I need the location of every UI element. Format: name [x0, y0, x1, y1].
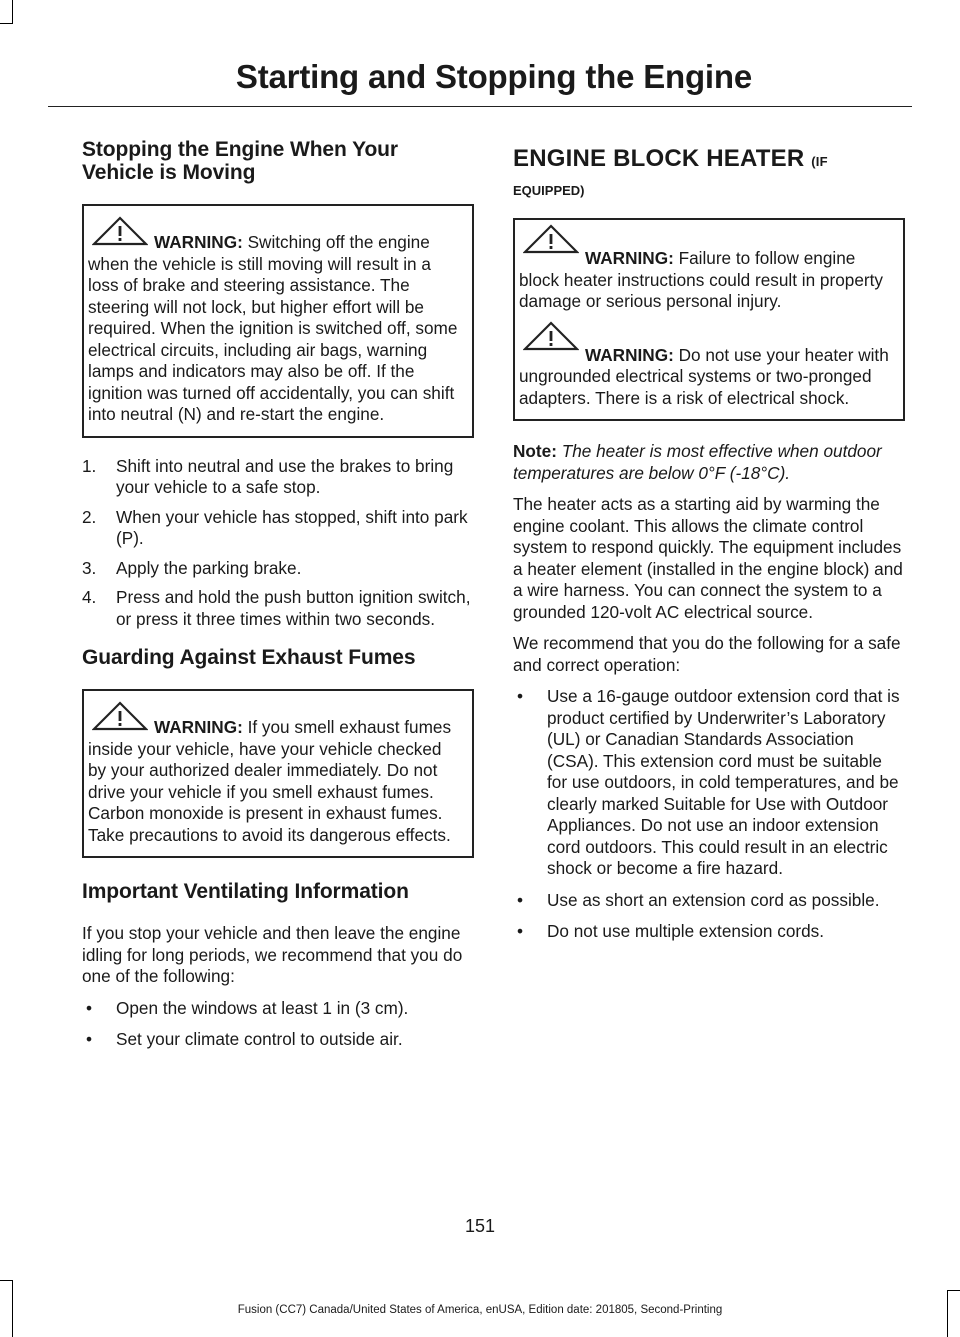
if-equipped-tag: EQUIPPED)	[513, 183, 585, 198]
warning-label: WARNING:	[154, 717, 243, 737]
right-column	[513, 138, 905, 953]
section-title-ventilating: Important Ventilating Information	[82, 880, 409, 903]
warning-item	[519, 224, 895, 313]
edition-line: Fusion (CC7) Canada/United States of America, enUSA, Edition date: 201805, Second-Printing	[237, 1304, 723, 1316]
page-header-title: Starting and Stopping the Engine	[235, 58, 752, 95]
section-title-stopping: Stopping the Engine When Your Vehicle is Moving	[82, 138, 398, 184]
header-divider	[48, 106, 912, 107]
ventilating-bullets	[82, 998, 474, 1051]
list-item: 1. Shift into neutral and use the brakes to bring your vehicle to a safe stop.	[82, 455, 454, 497]
if-equipped-tag: (IF	[811, 154, 828, 169]
warning-triangle-icon	[92, 216, 148, 246]
list-item: • Do not use multiple extension cords.	[517, 921, 825, 941]
list-item: 3. Apply the parking brake.	[82, 557, 302, 578]
left-column	[82, 138, 474, 1061]
warning-box-exhaust	[82, 689, 474, 858]
list-item: • Set your climate control to outside air.	[86, 1029, 403, 1049]
steps-list	[82, 456, 474, 631]
page-number: 151	[464, 1216, 496, 1236]
ventilating-body: If you stop your vehicle and then leave the engine idling for long periods, we recommend that you do one of the following:	[82, 923, 463, 986]
warning-label: WARNING:	[585, 344, 674, 365]
warning-text: Do not use your heater with ungrounded electrical systems or two-pronged adapters. There is a risk of electrical shock.	[519, 344, 889, 408]
list-item: 2. When your vehicle has stopped, shift into park (P).	[82, 506, 468, 548]
section-title-exhaust: Guarding Against Exhaust Fumes	[82, 646, 416, 669]
note: Note: The heater is most effective when outdoor temperatures are below 0°F (-18°C).	[513, 441, 882, 483]
warning-label: WARNING:	[154, 232, 243, 252]
list-item: • Use a 16-gauge outdoor extension cord that is product certified by Underwriter’s Laboratory (UL) or Canadian Standards Association (CSA). This extension cord must be suitable for use outdoors, in cold temperatures, and be clearly marked Suitable for Use with Outdoor Appliances. Do not use an indoor extension cord outdoors. This could result in an electric shock or become a fire hazard.	[517, 686, 900, 878]
warning-text: If you smell exhaust fumes inside your vehicle, have your vehicle checked by your authorized dealer immediately. Do not drive your vehicle if you smell exhaust fumes. Carbon monoxide is present in exhaust fumes. Take precautions to avoid its dangerous effects.	[88, 717, 452, 845]
warning-triangle-icon	[92, 701, 148, 731]
crop-mark	[12, 0, 13, 24]
crop-mark	[0, 1280, 13, 1281]
warning-triangle-icon	[523, 224, 579, 254]
list-item: • Open the windows at least 1 in (3 cm).	[86, 997, 409, 1018]
warning-text: Switching off the engine when the vehicle is still moving will result in a loss of brake and steering assistance. The steering will not lock, but higher effort will be required. When the ignition is switched off, some electrical circuits, including air bags, warning lamps and indicators may also be off. If the ignition was turned off accidentally, you can shift into neutral (N) and re-start the engine.	[88, 232, 458, 424]
heater-bullets	[513, 686, 905, 943]
warning-triangle-icon	[523, 321, 579, 351]
list-item: 4. Press and hold the push button ignition switch, or press it three times within two seconds.	[82, 587, 471, 629]
crop-mark	[0, 23, 13, 24]
heater-description: The heater acts as a starting aid by warming the engine coolant. This allows the climate control system to respond quickly. The equipment includes a heater element (installed in the engine block) and a wire harness. You can connect the system to a grounded 120-volt AC electrical source.	[513, 494, 903, 622]
section-title-block-heater: ENGINE BLOCK HEATER (IF	[513, 145, 828, 172]
warning-box-stopping	[82, 204, 474, 438]
warning-text: Failure to follow engine block heater instructions could result in property damage or serious personal injury.	[519, 248, 883, 311]
list-item: • Use as short an extension cord as possible.	[517, 889, 880, 910]
warning-box-block-heater	[513, 218, 905, 421]
crop-mark	[947, 1290, 960, 1291]
warning-label: WARNING:	[585, 248, 674, 268]
heater-recommendation: We recommend that you do the following for a safe and correct operation:	[513, 633, 901, 675]
warning-item	[519, 321, 895, 410]
